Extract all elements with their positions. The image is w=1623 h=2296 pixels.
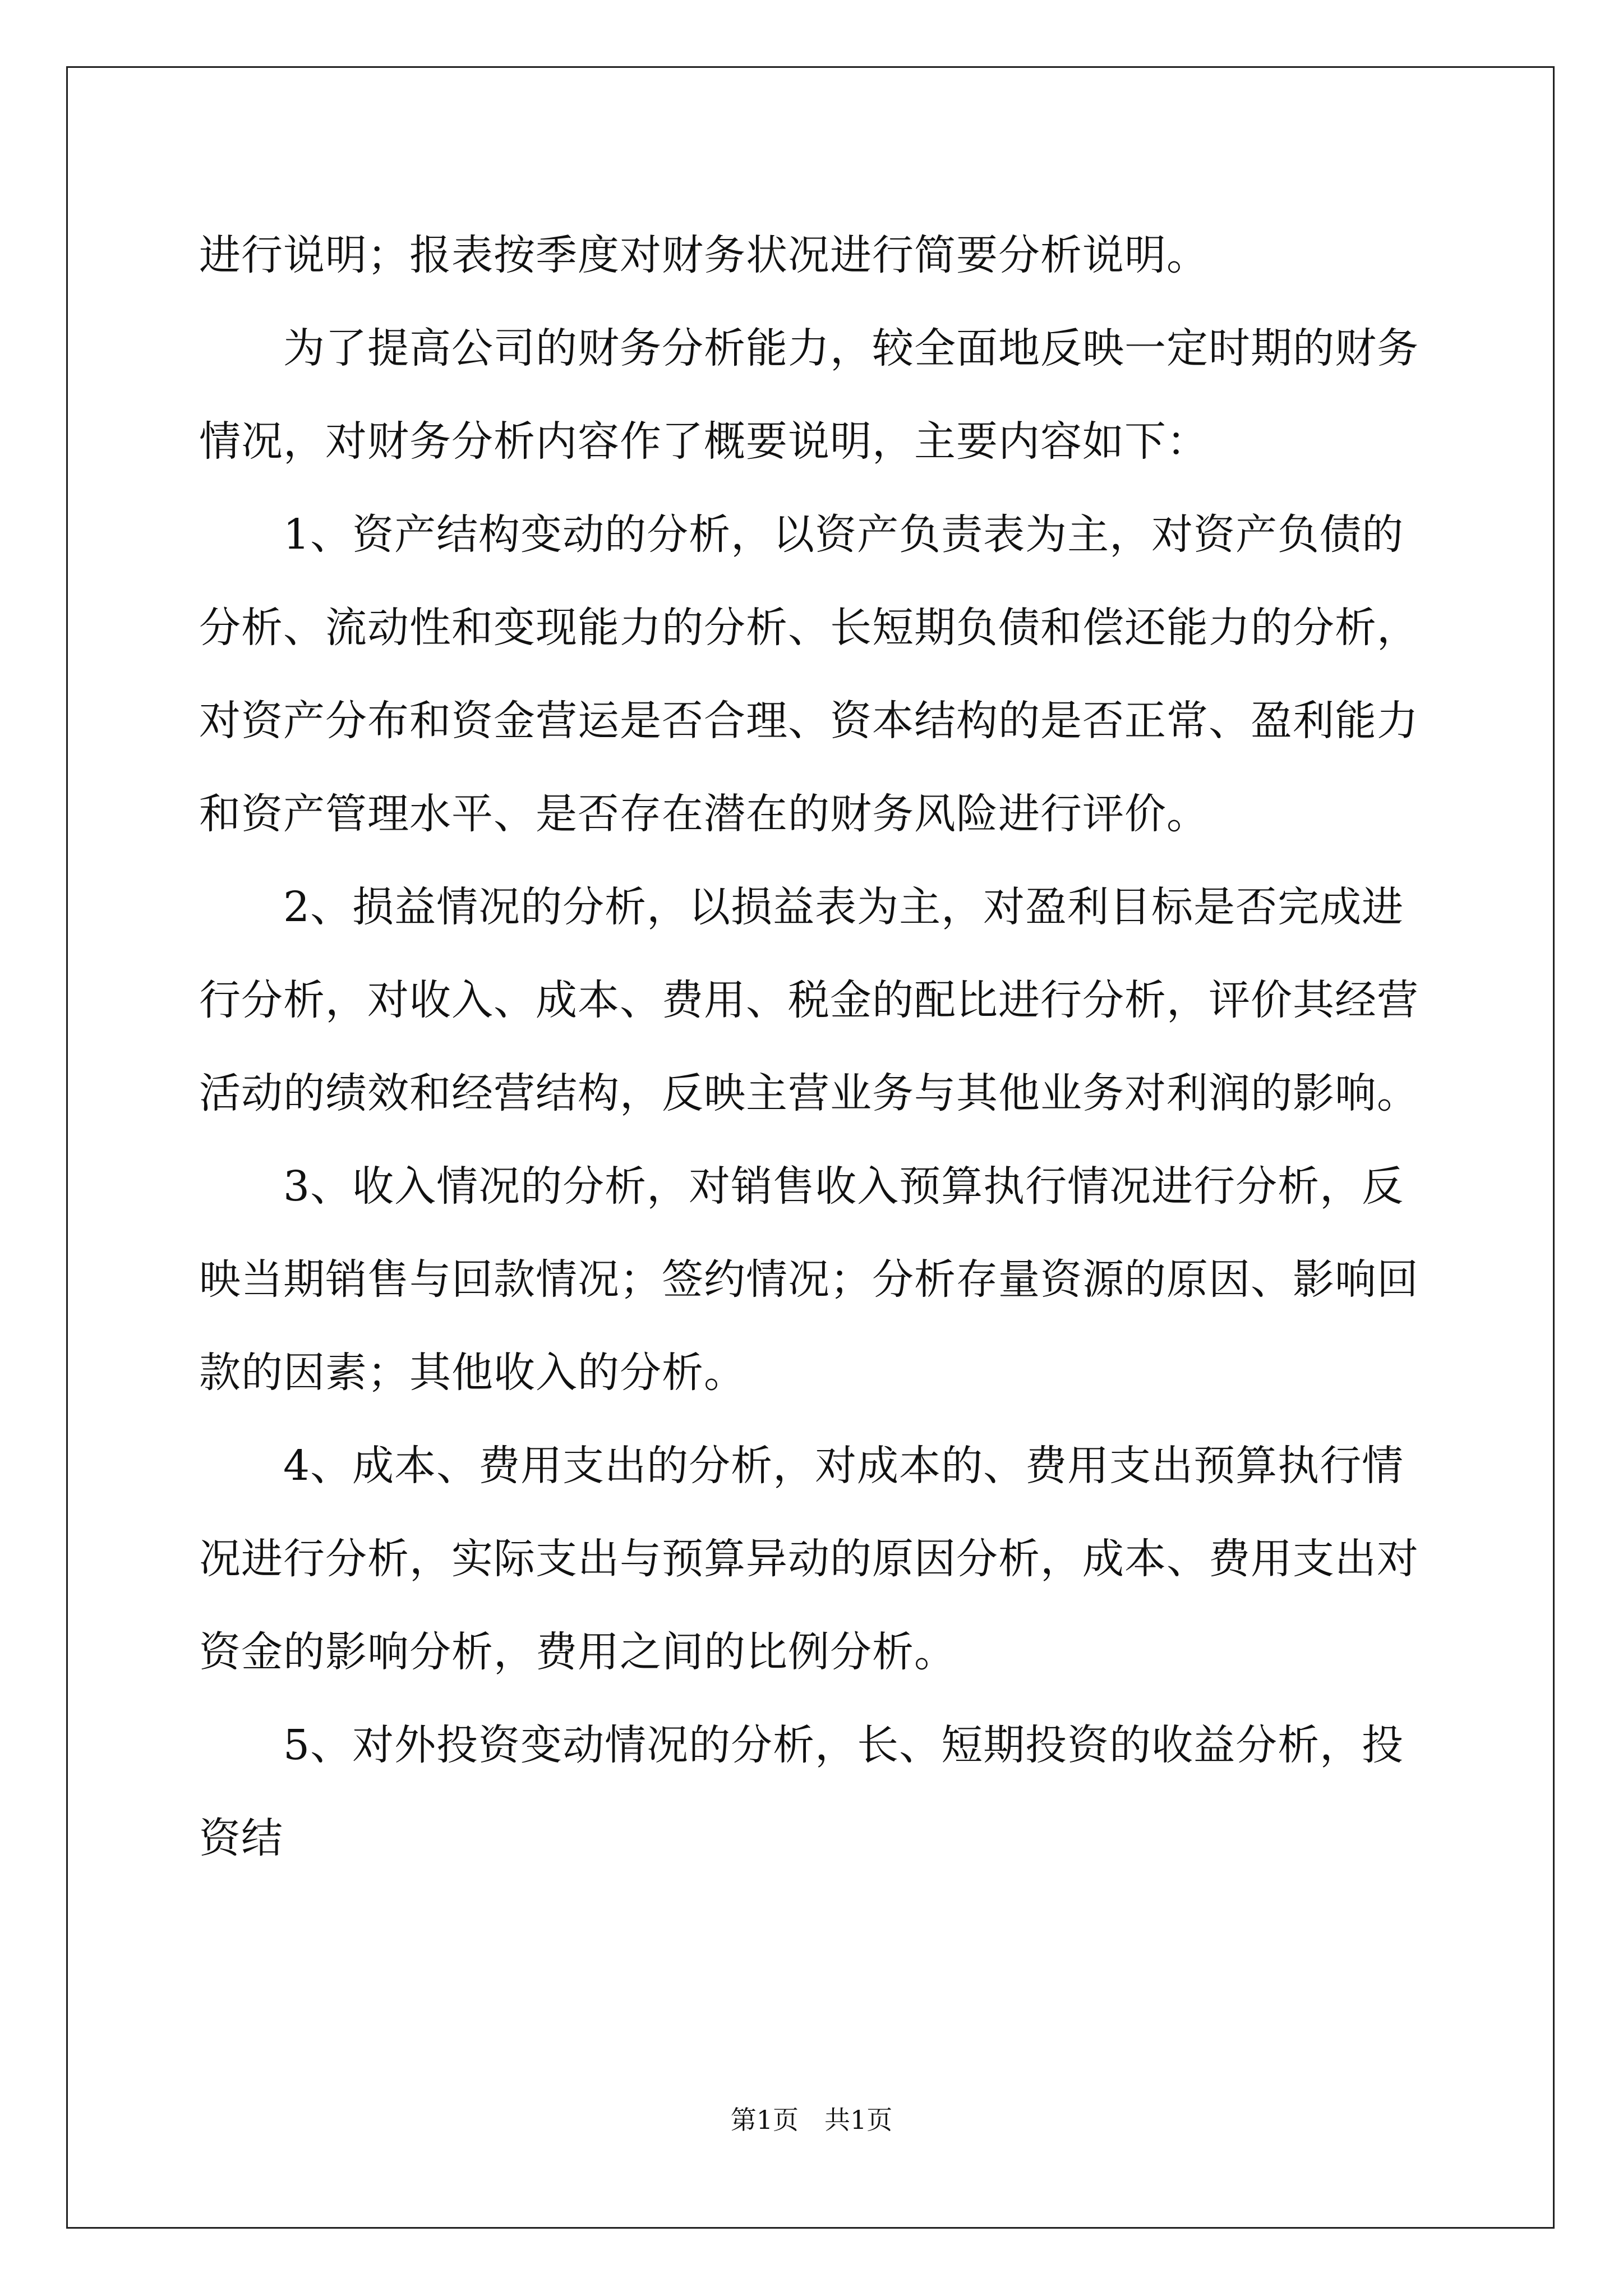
paragraph-6: 4、成本、费用支出的分析，对成本的、费用支出预算执行情况进行分析，实际支出与预算异动的原因分析，成本、费用支出对资金的影响分析，费用之间的比例分析。 (199, 1442, 1419, 1676)
paragraph-1: 进行说明；报表按季度对财务状况进行简要分析说明。 (199, 231, 1209, 279)
page-footer: 第1页 共1页 (730, 2105, 893, 2135)
paragraph-5: 3、收入情况的分析，对销售收入预算执行情况进行分析，反映当期销售与回款情况；签约情况；分析存量资源的原因、影响回款的因素；其他收入的分析。 (199, 1162, 1419, 1397)
paragraph-3: 1、资产结构变动的分析，以资产负责表为主，对资产负债的分析、流动性和变现能力的分析、长短期负债和偿还能力的分析，对资产分布和资金营运是否合理、资本结构的是否正常、盈利能力和资产管理水平、是否存在潜在的财务风险进行评价。 (199, 510, 1419, 838)
document-body (199, 209, 1430, 1885)
paragraph-4: 2、损益情况的分析，以损益表为主，对盈利目标是否完成进行分析，对收入、成本、费用、税金的配比进行分析，评价其经营活动的绩效和经营结构，反映主营业务与其他业务对利润的影响。 (199, 883, 1419, 1117)
paragraph-7: 5、对外投资变动情况的分析，长、短期投资的收益分析，投资结 (199, 1721, 1404, 1862)
paragraph-2: 为了提高公司的财务分析能力，较全面地反映一定时期的财务情况，对财务分析内容作了概要说明，主要内容如下： (199, 324, 1419, 466)
